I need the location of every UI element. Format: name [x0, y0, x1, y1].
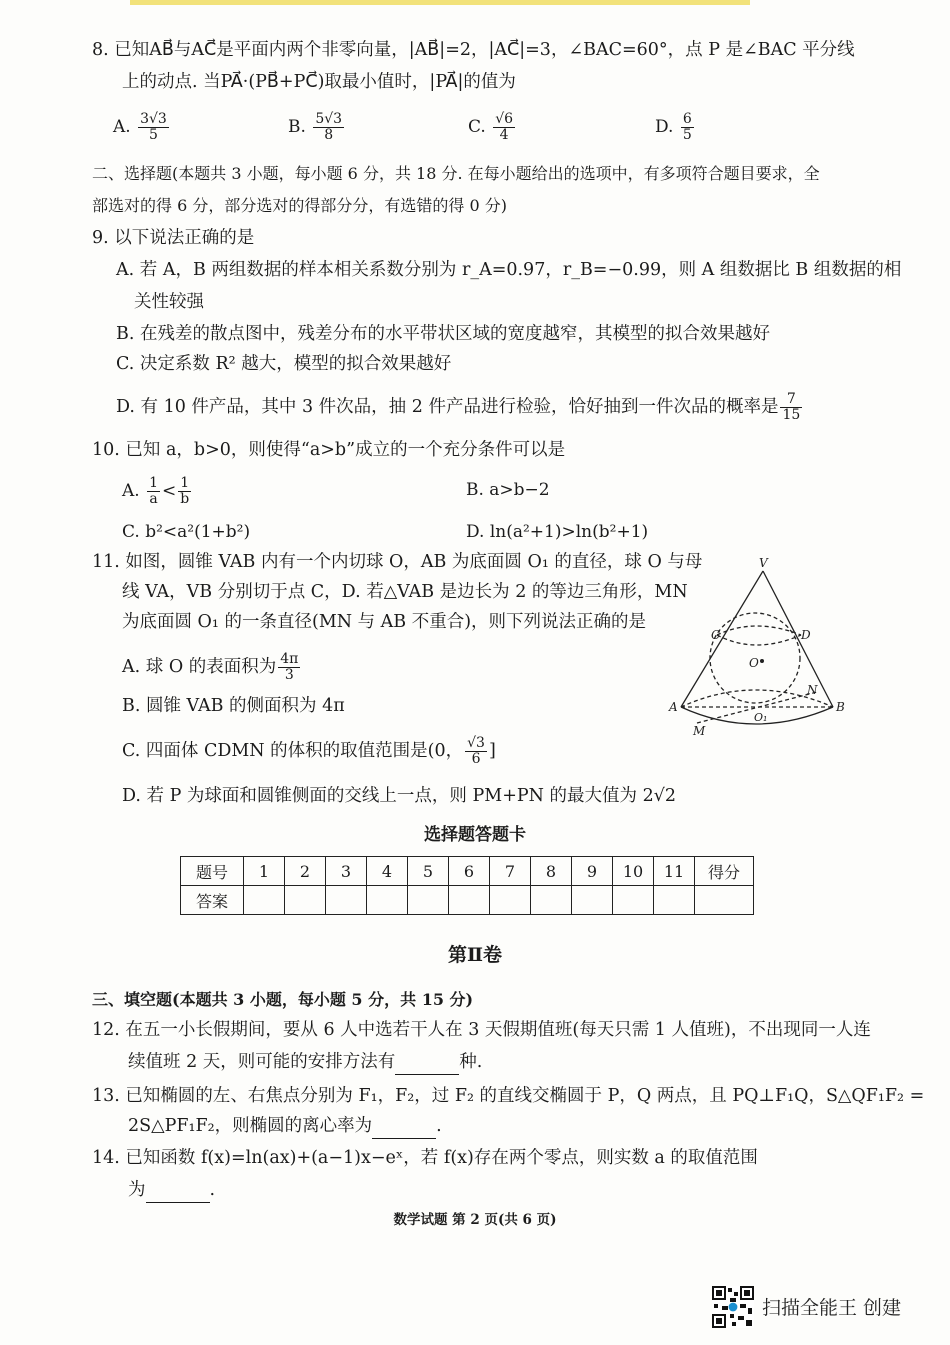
header-cell: 4 [367, 857, 408, 886]
q14-blank[interactable] [146, 1178, 210, 1203]
answer-cell-3[interactable] [326, 886, 367, 915]
q9-option-d: D. 有 10 件产品，其中 3 件次品，抽 2 件产品进行检验，恰好抽到一件次品的概率是 $\frac{7}{15}$ [116, 391, 801, 423]
q9-option-a: A. 若 A，B 两组数据的样本相关系数分别为 r_A=0.97，r_B=−0.99，则 A 组数据比 B 组数据的相 [116, 260, 902, 280]
q11-line1: 11. 如图，圆锥 VAB 内有一个内切球 O，AB 为底面圆 O₁ 的直径，球 O 与母 [92, 552, 703, 572]
cone-figure [655, 555, 855, 745]
header-cell: 3 [326, 857, 367, 886]
q11-line3: 为底面圆 O₁ 的一条直径(MN 与 AB 不重合)，则下列说法正确的是 [122, 612, 647, 632]
q12-line1: 12. 在五一小长假期间，要从 6 人中选若干人在 3 天假期值班(每天只需 1 人值班)，不出现同一人连 [92, 1020, 871, 1040]
label-v: V [759, 556, 768, 570]
answer-cell-5[interactable] [408, 886, 449, 915]
score-cell[interactable] [695, 886, 754, 915]
q11-option-c: C. 四面体 CDMN 的体积的取值范围是(0， $\frac{√3}{6}$ ] [122, 735, 496, 767]
label-o1: O₁ [754, 711, 768, 724]
center-o-dot [760, 659, 764, 663]
q10-option-b: B. a>b−2 [466, 480, 550, 500]
answer-cell-6[interactable] [449, 886, 490, 915]
q8-option-a: A. $\frac{3√3}{5}$ [113, 111, 167, 143]
page-footer: 数学试题 第 2 页(共 6 页) [393, 1212, 557, 1228]
q9-option-c: C. 决定系数 R² 越大，模型的拟合效果越好 [116, 354, 452, 374]
q9-option-b: B. 在残差的散点图中，残差分布的水平带状区域的宽度越窄，其模型的拟合效果越好 [116, 324, 770, 344]
label-d: D [801, 628, 811, 642]
label-n: N [807, 683, 818, 697]
q10-stem: 10. 已知 a，b>0，则使得“a>b”成立的一个充分条件可以是 [92, 440, 566, 460]
label-m: M [693, 724, 706, 738]
answer-cell-10[interactable] [613, 886, 654, 915]
answer-card-header-row [181, 857, 754, 886]
answer-cell-7[interactable] [490, 886, 531, 915]
answer-cell-2[interactable] [285, 886, 326, 915]
q13-line2: 2S△PF₁F₂，则椭圆的离心率为 . [128, 1114, 442, 1139]
answer-cell-4[interactable] [367, 886, 408, 915]
header-cell: 9 [572, 857, 613, 886]
q9-option-a-cont: 关性较强 [134, 292, 204, 312]
section2-header-line1: 二、选择题(本题共 3 小题，每小题 6 分，共 18 分. 在每小题给出的选项中，有多项符合题目要求，全 [92, 164, 820, 183]
q9-stem: 9. 以下说法正确的是 [92, 228, 255, 248]
answer-card-answer-row [181, 886, 754, 915]
q14-line2: 为 . [128, 1178, 215, 1203]
header-cell: 6 [449, 857, 490, 886]
q10-option-d: D. ln(a²+1)>ln(b²+1) [466, 522, 649, 542]
header-cell: 5 [408, 857, 449, 886]
cone-slant-vb [763, 571, 833, 707]
q8-option-b: B. $\frac{5√3}{8}$ [288, 111, 343, 143]
q13-blank[interactable] [372, 1114, 436, 1139]
tangent-circle-front [717, 635, 801, 645]
q8-line2: 上的动点. 当PA⃗·(PB⃗+PC⃗)取最小值时，|PA⃗|的值为 [122, 72, 516, 92]
answer-card-table [180, 856, 754, 915]
header-cell: 11 [654, 857, 695, 886]
label-b: B [836, 700, 845, 714]
q11-option-b: B. 圆锥 VAB 的侧面积为 4π [122, 696, 345, 716]
q13-line1: 13. 已知椭圆的左、右焦点分别为 F₁，F₂，过 F₂ 的直线交椭圆于 P，Q 两点，且 PQ⊥F₁Q，S△QF₁F₂ = [92, 1086, 925, 1106]
label-a: A [669, 700, 678, 714]
q11-option-a: A. 球 O 的表面积为 $\frac{4\pi}{3}$ [122, 651, 299, 683]
q8-option-c: C. $\frac{√6}{4}$ [468, 111, 514, 143]
q11-line2: 线 VA，VB 分别切于点 C，D. 若△VAB 是边长为 2 的等边三角形，MN [122, 582, 688, 602]
header-cell: 7 [490, 857, 531, 886]
label-c: C [711, 628, 721, 642]
header-cell: 1 [244, 857, 285, 886]
part2-title: 第Ⅱ卷 [447, 944, 502, 966]
q8-option-d: D. $\frac{6}{5}$ [655, 111, 692, 143]
answer-card-title: 选择题答题卡 [424, 825, 526, 845]
header-cell: 10 [613, 857, 654, 886]
label-o: O [749, 656, 759, 670]
header-cell: 8 [531, 857, 572, 886]
section2-header-line2: 部选对的得 6 分，部分选对的得部分分，有选错的得 0 分) [92, 196, 507, 215]
q10-option-c: C. b²<a²(1+b²) [122, 522, 251, 542]
q8-line1: 8. 已知AB⃗与AC⃗是平面内两个非零向量，|AB⃗|=2，|AC⃗|=3，∠BAC=60°，点 P 是∠BAC 平分线 [92, 40, 855, 60]
header-cell: 得分 [695, 857, 754, 886]
answer-cell-1[interactable] [244, 886, 285, 915]
answer-row-label: 答案 [181, 886, 244, 915]
answer-cell-9[interactable] [572, 886, 613, 915]
highlight-strip [130, 0, 750, 5]
qr-code-icon [712, 1286, 754, 1328]
q12-blank[interactable] [395, 1050, 459, 1075]
answer-cell-11[interactable] [654, 886, 695, 915]
answer-cell-8[interactable] [531, 886, 572, 915]
cone-slant-va [681, 571, 763, 707]
header-cell: 2 [285, 857, 326, 886]
header-cell: 题号 [181, 857, 244, 886]
section3-header: 三、填空题(本题共 3 小题，每小题 5 分，共 15 分) [92, 990, 474, 1009]
q10-option-a: A. $\frac{1}{a}$ < $\frac{1}{b}$ [122, 475, 190, 507]
scanner-watermark: 扫描全能王 创建 [762, 1297, 902, 1319]
q12-line2: 续值班 2 天，则可能的安排方法有 种. [128, 1050, 482, 1075]
q14-line1: 14. 已知函数 f(x)=ln(ax)+(a−1)x−eˣ，若 f(x)存在两个零点，则实数 a 的取值范围 [92, 1148, 758, 1168]
q11-option-d: D. 若 P 为球面和圆锥侧面的交线上一点，则 PM+PN 的最大值为 2√2 [122, 786, 676, 806]
